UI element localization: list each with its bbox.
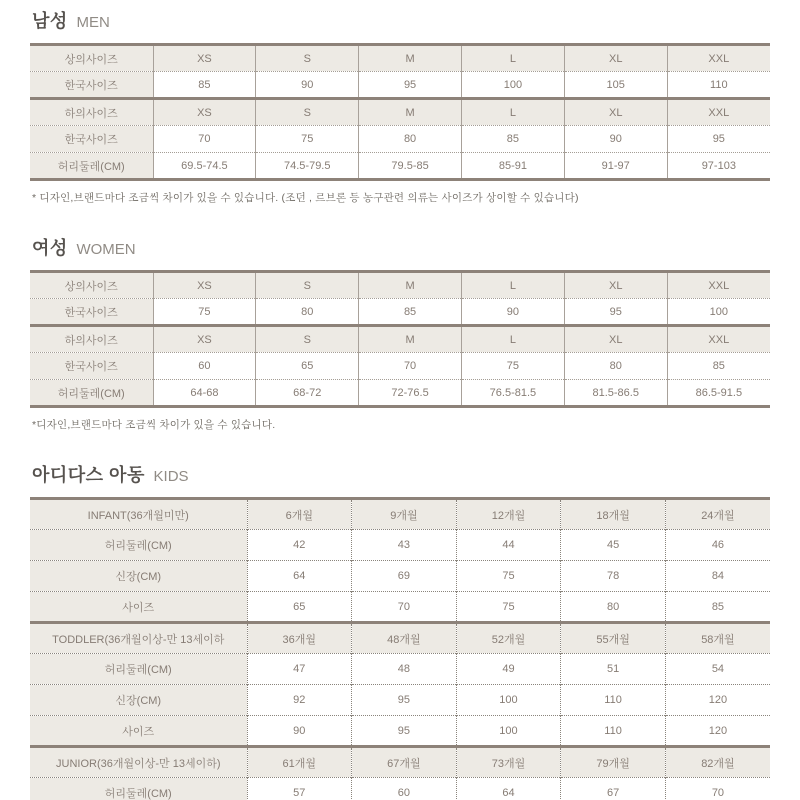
- row-label: 한국사이즈: [30, 353, 153, 380]
- value-cell: 69: [352, 561, 457, 592]
- size-cell: XXL: [667, 45, 770, 72]
- value-cell: 110: [561, 685, 666, 716]
- value-cell: 95: [564, 299, 667, 326]
- value-cell: 120: [665, 685, 770, 716]
- age-group-header-row: [30, 747, 770, 778]
- size-cell: XXL: [667, 326, 770, 353]
- value-cell: 74.5-79.5: [256, 153, 359, 180]
- value-cell: 49: [456, 654, 561, 685]
- value-cell: 70: [665, 778, 770, 800]
- value-cell: 97-103: [667, 153, 770, 180]
- value-cell: 45: [561, 530, 666, 561]
- value-cell: 75: [153, 299, 256, 326]
- age-column-header: 24개월: [665, 499, 770, 530]
- men-section-title: [32, 9, 770, 34]
- table-row: [30, 654, 770, 685]
- value-cell: 85: [461, 126, 564, 153]
- age-column-header: 9개월: [352, 499, 457, 530]
- kids-title-english: KIDS: [153, 468, 189, 485]
- age-column-header: 55개월: [561, 623, 666, 654]
- value-cell: 78: [561, 561, 666, 592]
- value-cell: 44: [456, 530, 561, 561]
- value-cell: 75: [456, 592, 561, 623]
- women-size-table: [30, 270, 770, 408]
- size-cell: L: [461, 326, 564, 353]
- value-cell: 85: [667, 353, 770, 380]
- size-cell: L: [461, 99, 564, 126]
- age-column-header: 12개월: [456, 499, 561, 530]
- value-cell: 80: [359, 126, 462, 153]
- age-group-header-row: [30, 623, 770, 654]
- size-cell: S: [256, 99, 359, 126]
- group-label: TODDLER(36개월이상-만 13세이하: [30, 623, 247, 654]
- men-size-table: [30, 43, 770, 181]
- value-cell: 48: [352, 654, 457, 685]
- size-cell: S: [256, 45, 359, 72]
- value-cell: 79.5-85: [359, 153, 462, 180]
- women-footnote: *디자인,브랜드마다 조금씩 차이가 있을 수 있습니다.: [32, 419, 276, 431]
- value-cell: 92: [247, 685, 352, 716]
- size-cell: M: [359, 272, 462, 299]
- value-cell: 64: [456, 778, 561, 800]
- men-title-english: MEN: [76, 14, 110, 31]
- age-column-header: 58개월: [665, 623, 770, 654]
- value-cell: 120: [665, 716, 770, 747]
- value-cell: 70: [359, 353, 462, 380]
- row-label: 허리둘레(CM): [30, 380, 153, 407]
- value-cell: 95: [352, 716, 457, 747]
- section-men: [30, 9, 770, 205]
- row-label: 상의사이즈: [30, 272, 153, 299]
- value-cell: 65: [247, 592, 352, 623]
- table-row: [30, 126, 770, 153]
- size-cell: XS: [153, 272, 256, 299]
- size-cell: XL: [564, 326, 667, 353]
- age-group-header-row: [30, 499, 770, 530]
- value-cell: 76.5-81.5: [461, 380, 564, 407]
- value-cell: 46: [665, 530, 770, 561]
- kids-title-korean: 아디다스 아동: [32, 465, 145, 485]
- men-title-korean: 남성: [32, 11, 68, 31]
- table-row: [30, 45, 770, 72]
- age-column-header: 82개월: [665, 747, 770, 778]
- kids-size-table: [30, 497, 770, 800]
- value-cell: 100: [456, 685, 561, 716]
- value-cell: 90: [247, 716, 352, 747]
- value-cell: 91-97: [564, 153, 667, 180]
- age-column-header: 48개월: [352, 623, 457, 654]
- section-women: [30, 236, 770, 432]
- size-cell: S: [256, 326, 359, 353]
- group-label: INFANT(36개월미만): [30, 499, 247, 530]
- table-row: [30, 380, 770, 407]
- age-column-header: 61개월: [247, 747, 352, 778]
- value-cell: 100: [461, 72, 564, 99]
- age-column-header: 36개월: [247, 623, 352, 654]
- value-cell: 64: [247, 561, 352, 592]
- table-row: [30, 353, 770, 380]
- size-cell: M: [359, 326, 462, 353]
- size-cell: XXL: [667, 99, 770, 126]
- table-row: [30, 272, 770, 299]
- value-cell: 70: [352, 592, 457, 623]
- age-column-header: 52개월: [456, 623, 561, 654]
- value-cell: 105: [564, 72, 667, 99]
- value-cell: 80: [256, 299, 359, 326]
- value-cell: 51: [561, 654, 666, 685]
- value-cell: 80: [564, 353, 667, 380]
- value-cell: 100: [667, 299, 770, 326]
- size-cell: XL: [564, 99, 667, 126]
- value-cell: 95: [667, 126, 770, 153]
- value-cell: 43: [352, 530, 457, 561]
- size-cell: XL: [564, 45, 667, 72]
- value-cell: 70: [153, 126, 256, 153]
- value-cell: 65: [256, 353, 359, 380]
- value-cell: 85-91: [461, 153, 564, 180]
- row-label: 허리둘레(CM): [30, 654, 247, 685]
- row-label: 허리둘레(CM): [30, 530, 247, 561]
- table-row: [30, 153, 770, 180]
- age-column-header: 18개월: [561, 499, 666, 530]
- value-cell: 75: [461, 353, 564, 380]
- value-cell: 47: [247, 654, 352, 685]
- section-kids: [30, 463, 770, 800]
- value-cell: 57: [247, 778, 352, 800]
- table-row: [30, 530, 770, 561]
- age-column-header: 79개월: [561, 747, 666, 778]
- row-label: 신장(CM): [30, 685, 247, 716]
- women-section-title: [32, 236, 770, 261]
- row-label: 사이즈: [30, 716, 247, 747]
- row-label: 허리둘레(CM): [30, 153, 153, 180]
- row-label: 한국사이즈: [30, 72, 153, 99]
- table-row: [30, 778, 770, 800]
- women-title-korean: 여성: [32, 238, 68, 258]
- value-cell: 100: [456, 716, 561, 747]
- men-footnote: * 디자인,브랜드마다 조금씩 차이가 있을 수 있습니다. (조던 , 르브론 등 농구관련 의류는 사이즈가 상이할 수 있습니다): [32, 192, 579, 204]
- value-cell: 67: [561, 778, 666, 800]
- value-cell: 75: [456, 561, 561, 592]
- table-row: [30, 99, 770, 126]
- size-cell: XS: [153, 326, 256, 353]
- row-label: 한국사이즈: [30, 299, 153, 326]
- row-label: 한국사이즈: [30, 126, 153, 153]
- kids-section-title: [32, 463, 770, 488]
- value-cell: 110: [667, 72, 770, 99]
- value-cell: 90: [461, 299, 564, 326]
- row-label: 하의사이즈: [30, 99, 153, 126]
- row-label: 사이즈: [30, 592, 247, 623]
- value-cell: 85: [359, 299, 462, 326]
- value-cell: 95: [359, 72, 462, 99]
- women-title-english: WOMEN: [76, 241, 136, 258]
- value-cell: 80: [561, 592, 666, 623]
- value-cell: 85: [665, 592, 770, 623]
- value-cell: 81.5-86.5: [564, 380, 667, 407]
- value-cell: 90: [256, 72, 359, 99]
- value-cell: 60: [352, 778, 457, 800]
- size-cell: L: [461, 45, 564, 72]
- table-row: [30, 592, 770, 623]
- size-cell: XL: [564, 272, 667, 299]
- value-cell: 90: [564, 126, 667, 153]
- value-cell: 84: [665, 561, 770, 592]
- value-cell: 42: [247, 530, 352, 561]
- table-row: [30, 561, 770, 592]
- value-cell: 72-76.5: [359, 380, 462, 407]
- size-cell: M: [359, 45, 462, 72]
- group-label: JUNIOR(36개월이상-만 13세이하): [30, 747, 247, 778]
- table-row: [30, 716, 770, 747]
- value-cell: 64-68: [153, 380, 256, 407]
- row-label: 허리둘레(CM): [30, 778, 247, 800]
- age-column-header: 67개월: [352, 747, 457, 778]
- row-label: 하의사이즈: [30, 326, 153, 353]
- value-cell: 69.5-74.5: [153, 153, 256, 180]
- row-label: 상의사이즈: [30, 45, 153, 72]
- table-row: [30, 299, 770, 326]
- value-cell: 68-72: [256, 380, 359, 407]
- size-cell: XXL: [667, 272, 770, 299]
- value-cell: 95: [352, 685, 457, 716]
- value-cell: 86.5-91.5: [667, 380, 770, 407]
- age-column-header: 6개월: [247, 499, 352, 530]
- value-cell: 60: [153, 353, 256, 380]
- value-cell: 110: [561, 716, 666, 747]
- size-cell: L: [461, 272, 564, 299]
- value-cell: 54: [665, 654, 770, 685]
- size-cell: S: [256, 272, 359, 299]
- value-cell: 75: [256, 126, 359, 153]
- table-row: [30, 72, 770, 99]
- age-column-header: 73개월: [456, 747, 561, 778]
- row-label: 신장(CM): [30, 561, 247, 592]
- value-cell: 85: [153, 72, 256, 99]
- size-cell: M: [359, 99, 462, 126]
- size-cell: XS: [153, 45, 256, 72]
- table-row: [30, 326, 770, 353]
- size-cell: XS: [153, 99, 256, 126]
- table-row: [30, 685, 770, 716]
